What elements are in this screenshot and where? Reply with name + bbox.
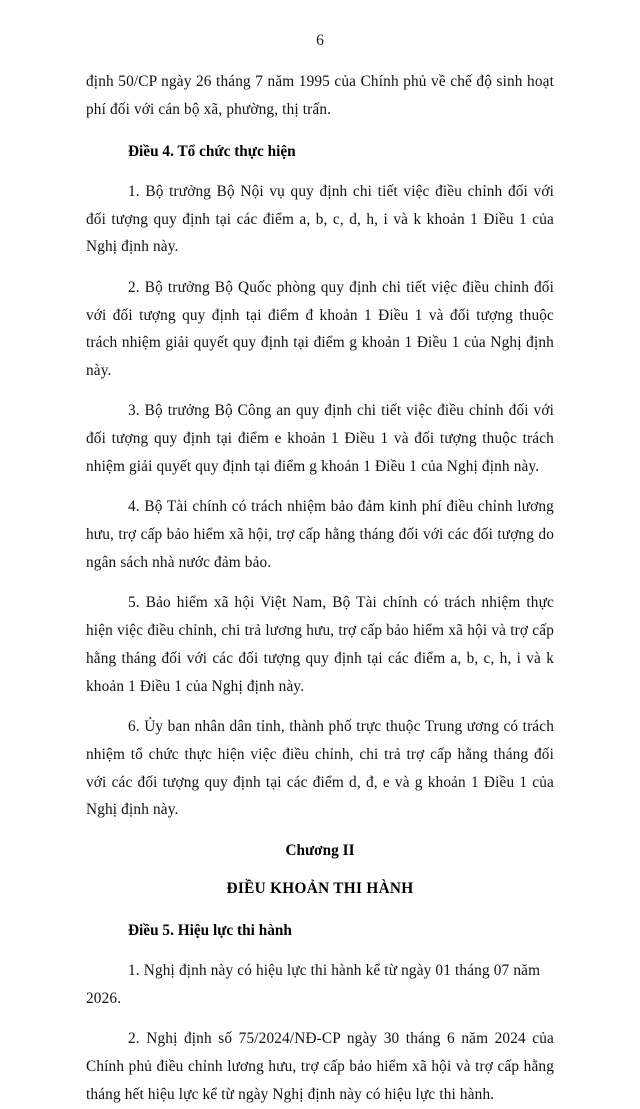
paragraph-item-1: 1. Bộ trưởng Bộ Nội vụ quy định chi tiết việc điều chỉnh đối với đối tượng quy định tại các điểm a, b, c, d, h, i và k khoản 1 Điều 1 của Nghị định này. — [86, 182, 554, 256]
paragraph-continued: định 50/CP ngày 26 tháng 7 năm 1995 của Chính phủ về chế độ sinh hoạt phí đối với cán bộ xã, phường, thị trấn. — [86, 73, 554, 118]
heading-dieu-4: Điều 4. Tổ chức thực hiện — [128, 142, 296, 160]
paragraph-item-6: 6. Ủy ban nhân dân tỉnh, thành phố trực thuộc Trung ương có trách nhiệm tổ chức thực hiện việc điều chỉnh, chi trả trợ cấp hằng tháng đối với các đối tượng quy định tại các điểm d, đ, e và g khoản 1 Điều 1 của Nghị định này. — [86, 717, 554, 819]
paragraph-item-5: 5. Bảo hiểm xã hội Việt Nam, Bộ Tài chính có trách nhiệm thực hiện việc điều chỉnh, chi trả lương hưu, trợ cấp bảo hiểm xã hội và trợ cấp hằng tháng đối với các đối tượng quy định tại các điểm a, b, c, h, i và k khoản 1 Điều 1 của Nghị định này. — [86, 594, 554, 695]
paragraph-dieu5-item-2: 2. Nghị định số 75/2024/NĐ-CP ngày 30 tháng 6 năm 2024 của Chính phủ điều chỉnh lương hưu, trợ cấp bảo hiểm xã hội và trợ cấp hằng tháng hết hiệu lực kể từ ngày Nghị định này có hiệu lực thi hành. — [86, 1030, 554, 1103]
document-body — [86, 68, 554, 1109]
heading-chuong-2: Chương II — [285, 842, 355, 860]
paragraph-dieu5-item-1: 1. Nghị định này có hiệu lực thi hành kể từ ngày 01 tháng 07 năm 2026. — [86, 962, 541, 1007]
paragraph-item-4: 4. Bộ Tài chính có trách nhiệm bảo đảm kinh phí điều chỉnh lương hưu, trợ cấp bảo hiểm xã hội, trợ cấp hằng tháng đối với các đối tượng do ngân sách nhà nước đảm bảo. — [86, 498, 554, 571]
paragraph-item-3: 3. Bộ trưởng Bộ Công an quy định chi tiết việc điều chỉnh đối với đối tượng quy định tại điểm e khoản 1 Điều 1 và đối tượng thuộc trách nhiệm giải quyết quy định tại điểm g khoản 1 Điều 1 của Nghị định này. — [86, 402, 554, 476]
heading-chuong-2-title: ĐIỀU KHOẢN THI HÀNH — [226, 879, 414, 897]
heading-dieu-5: Điều 5. Hiệu lực thi hành — [128, 921, 292, 939]
paragraph-item-2: 2. Bộ trưởng Bộ Quốc phòng quy định chi tiết việc điều chỉnh đối với đối tượng quy định tại điểm đ khoản 1 Điều 1 và đối tượng thuộc trách nhiệm giải quyết quy định tại điểm g khoản 1 Điều 1 của Nghị định này. — [86, 278, 554, 380]
page-number: 6 — [316, 32, 324, 49]
